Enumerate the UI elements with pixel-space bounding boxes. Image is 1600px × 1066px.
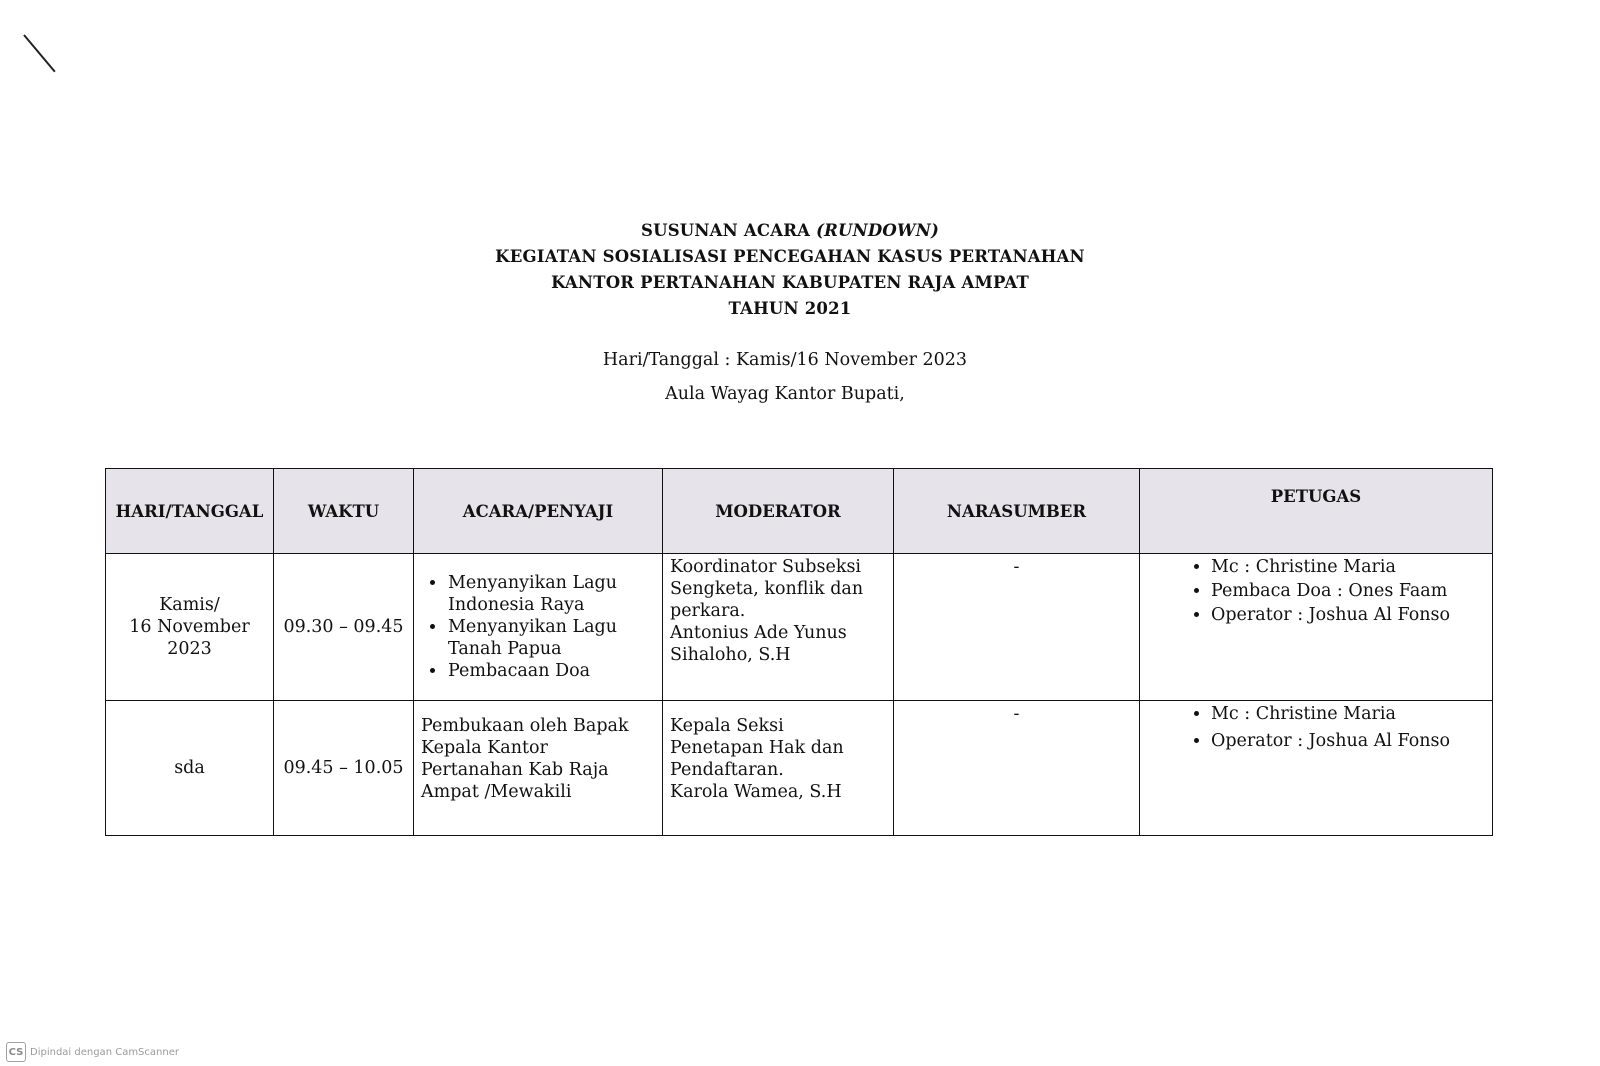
cell-waktu: 09.30 – 09.45 [274,554,414,701]
cell-moderator: Koordinator Subseksi Sengketa, konflik dan perkara. Antonius Ade Yunus Sihaloho, S.H [663,554,894,701]
cell-acara-penyaji: Pembukaan oleh Bapak Kepala Kantor Pertanahan Kab Raja Ampat /Mewakili [414,701,663,836]
scanner-text: Dipindai dengan CamScanner [30,1046,179,1058]
event-venue: Aula Wayag Kantor Bupati, [665,384,905,404]
acara-list [421,572,655,682]
table-row [106,701,1493,836]
header-petugas: PETUGAS [1140,469,1493,554]
list-item: • Pembaca Doa : Ones Faam [1211,580,1485,602]
list-item: • Menyanyikan Lagu Tanah Papua [447,616,655,660]
document-title [0,218,1600,322]
camscanner-logo-icon: CS [6,1042,26,1062]
title-line-4: TAHUN 2021 [728,299,852,318]
event-date: Hari/Tanggal : Kamis/16 November 2023 [602,350,968,370]
petugas-list [1147,703,1485,752]
list-item: • Operator : Joshua Al Fonso [1211,604,1485,626]
cell-petugas [1140,701,1493,836]
rundown-table [105,468,1493,836]
list-item: • Mc : Christine Maria [1211,703,1485,725]
table-header-row [106,469,1493,554]
header-moderator: MODERATOR [663,469,894,554]
scanner-watermark [6,1042,179,1062]
cell-petugas [1140,554,1493,701]
title-line-2: KEGIATAN SOSIALISASI PENCEGAHAN KASUS PERTANAHAN [495,247,1085,266]
table-row [106,554,1493,701]
header-narasumber: NARASUMBER [894,469,1140,554]
header-waktu: WAKTU [274,469,414,554]
list-item: • Operator : Joshua Al Fonso [1211,730,1485,752]
cell-waktu: 09.45 – 10.05 [274,701,414,836]
header-acara-penyaji: ACARA/PENYAJI [414,469,663,554]
cell-acara-penyaji [414,554,663,701]
cell-hari-tanggal: Kamis/ 16 November 2023 [106,554,274,701]
cell-moderator: Kepala Seksi Penetapan Hak dan Pendaftaran. Karola Wamea, S.H [663,701,894,836]
petugas-list [1147,556,1485,626]
list-item: • Mc : Christine Maria [1211,556,1485,578]
cell-narasumber: - [894,554,1140,701]
list-item: • Pembacaan Doa [447,660,655,682]
title-line-1: SUSUNAN ACARA (RUNDOWN) [640,221,940,240]
scan-pen-mark [23,34,55,72]
cell-narasumber: - [894,701,1140,836]
cell-hari-tanggal: sda [106,701,274,836]
list-item: • Menyanyikan Lagu Indonesia Raya [447,572,655,616]
title-line-3: KANTOR PERTANAHAN KABUPATEN RAJA AMPAT [551,273,1029,292]
header-hari-tanggal: HARI/TANGGAL [106,469,274,554]
